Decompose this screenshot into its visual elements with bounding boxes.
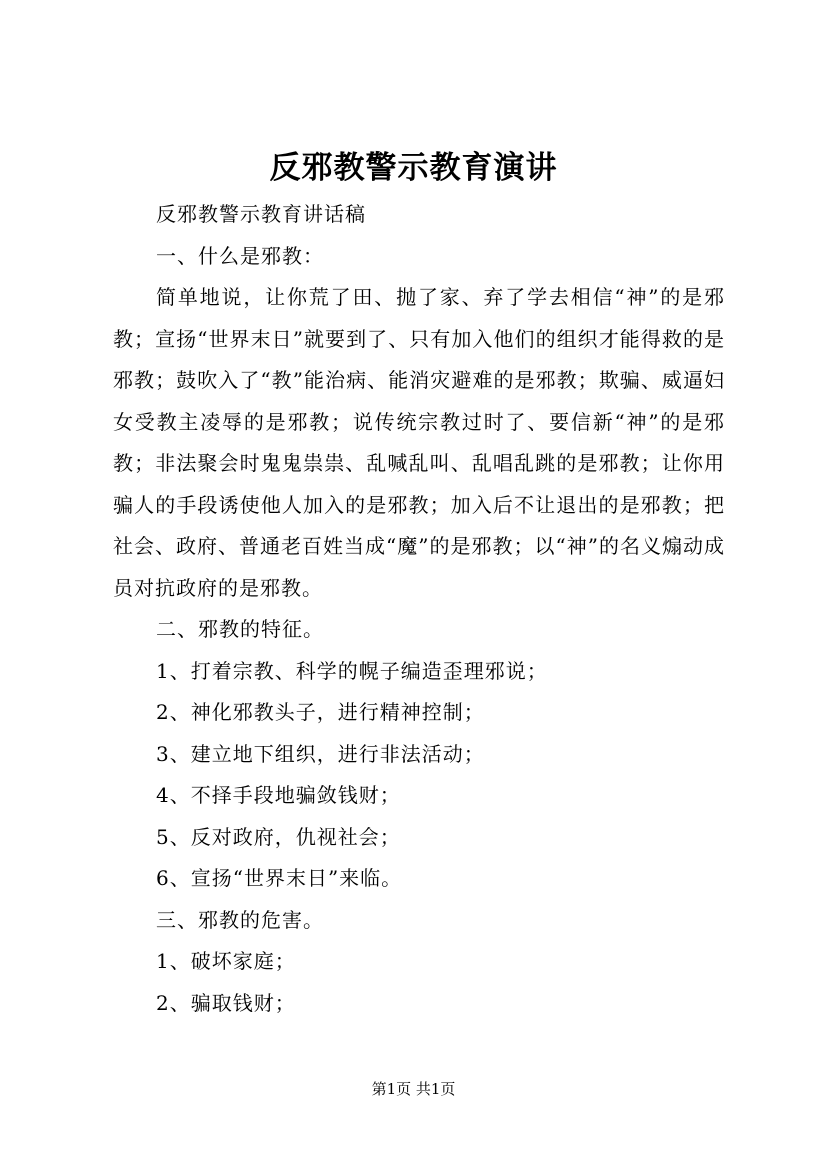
document-title: 反邪教警示教育演讲 bbox=[269, 150, 558, 186]
page-footer: 第1页 共1页 bbox=[371, 1080, 456, 1098]
section-heading-3: 三、邪教的危害。 bbox=[156, 907, 324, 932]
list-item: 5、反对政府，仇视社会； bbox=[156, 824, 401, 849]
document-body bbox=[113, 194, 725, 1024]
list-item: 2、神化邪教头子，进行精神控制； bbox=[156, 700, 485, 724]
list-item: 3、建立地下组织，进行非法活动； bbox=[156, 741, 485, 766]
list-item: 1、破坏家庭； bbox=[156, 949, 296, 973]
list-item: 4、不择手段地骗敛钱财； bbox=[156, 783, 401, 807]
list-item: 1、打着宗教、科学的幌子编造歪理邪说； bbox=[156, 658, 548, 683]
paragraph-definition: 简单地说，让你荒了田、抛了家、弃了学去相信“神”的是邪教；宣扬“世界末日”就要到了、只有加入他们的组织才能得救的是邪教；鼓吹入了“教”能治病、能消灾避难的是邪教；欺骗、威逼妇女受教主凌辱的是邪教；说传统宗教过时了、要信新“神”的是邪教；非法聚会时鬼鬼祟祟、乱喊乱叫、乱唱乱跳的是邪教；让你用骗人的手段诱使他人加入的是邪教；加入后不让退出的是邪教；把社会、政府、普通老百姓当成“魔”的是邪教；以“神”的名义煽动成员对抗政府的是邪教。 bbox=[113, 285, 725, 600]
paragraph-subtitle: 反邪教警示教育讲话稿 bbox=[156, 202, 366, 226]
section-heading-2: 二、邪教的特征。 bbox=[156, 617, 324, 641]
section-heading-1: 一、什么是邪教： bbox=[156, 243, 324, 268]
list-item: 6、宣扬“世界末日”来临。 bbox=[156, 866, 403, 890]
list-item: 2、骗取钱财； bbox=[156, 990, 296, 1015]
